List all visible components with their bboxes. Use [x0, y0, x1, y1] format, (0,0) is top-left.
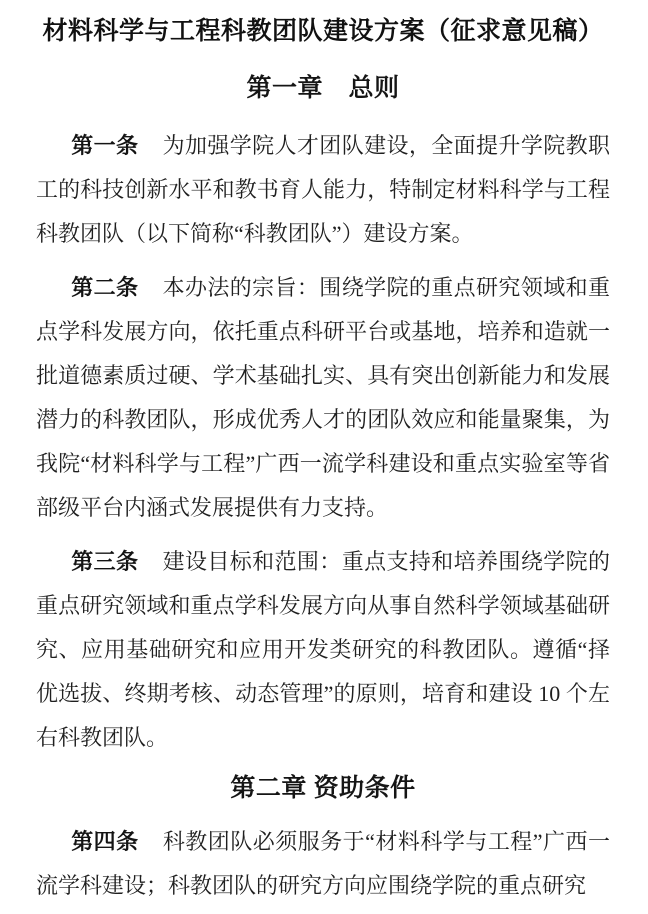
document-page [0, 15, 648, 914]
article-3-label: 第三条 [71, 549, 139, 574]
article-2 [36, 266, 610, 530]
article-4 [36, 820, 610, 908]
article-4-text: 科教团队必须服务于“材料科学与工程”广西一流学科建设；科教团队的研究方向应围绕学院的重点研究 [36, 829, 610, 898]
article-1-text: 为加强学院人才团队建设，全面提升学院教职工的科技创新水平和教书育人能力，特制定材料科学与工程科教团队（以下简称“科教团队”）建设方案。 [36, 133, 610, 246]
chapter-2-heading: 第二章 资助条件 [230, 775, 416, 802]
document-title: 材料科学与工程科教团队建设方案（征求意见稿） [42, 18, 604, 45]
article-2-text: 本办法的宗旨：围绕学院的重点研究领域和重点学科发展方向，依托重点科研平台或基地，培养和造就一批道德素质过硬、学术基础扎实、具有突出创新能力和发展潜力的科教团队，形成优秀人才的团队效应和能量聚集，为我院“材料科学与工程”广西一流学科建设和重点实验室等省部级平台内涵式发展提供有力支持。 [36, 275, 610, 520]
article-3 [36, 540, 610, 760]
chapter-1-heading: 第一章 总则 [246, 75, 400, 102]
article-1 [36, 124, 610, 256]
article-4-label: 第四条 [71, 829, 139, 854]
article-1-label: 第一条 [71, 133, 139, 158]
article-3-text: 建设目标和范围：重点支持和培养围绕学院的重点研究领域和重点学科发展方向从事自然科学领域基础研究、应用基础研究和应用开发类研究的科教团队。遵循“择优选拔、终期考核、动态管理”的原则，培育和建设 10 个左右科教团队。 [36, 549, 610, 750]
article-2-label: 第二条 [71, 275, 139, 300]
